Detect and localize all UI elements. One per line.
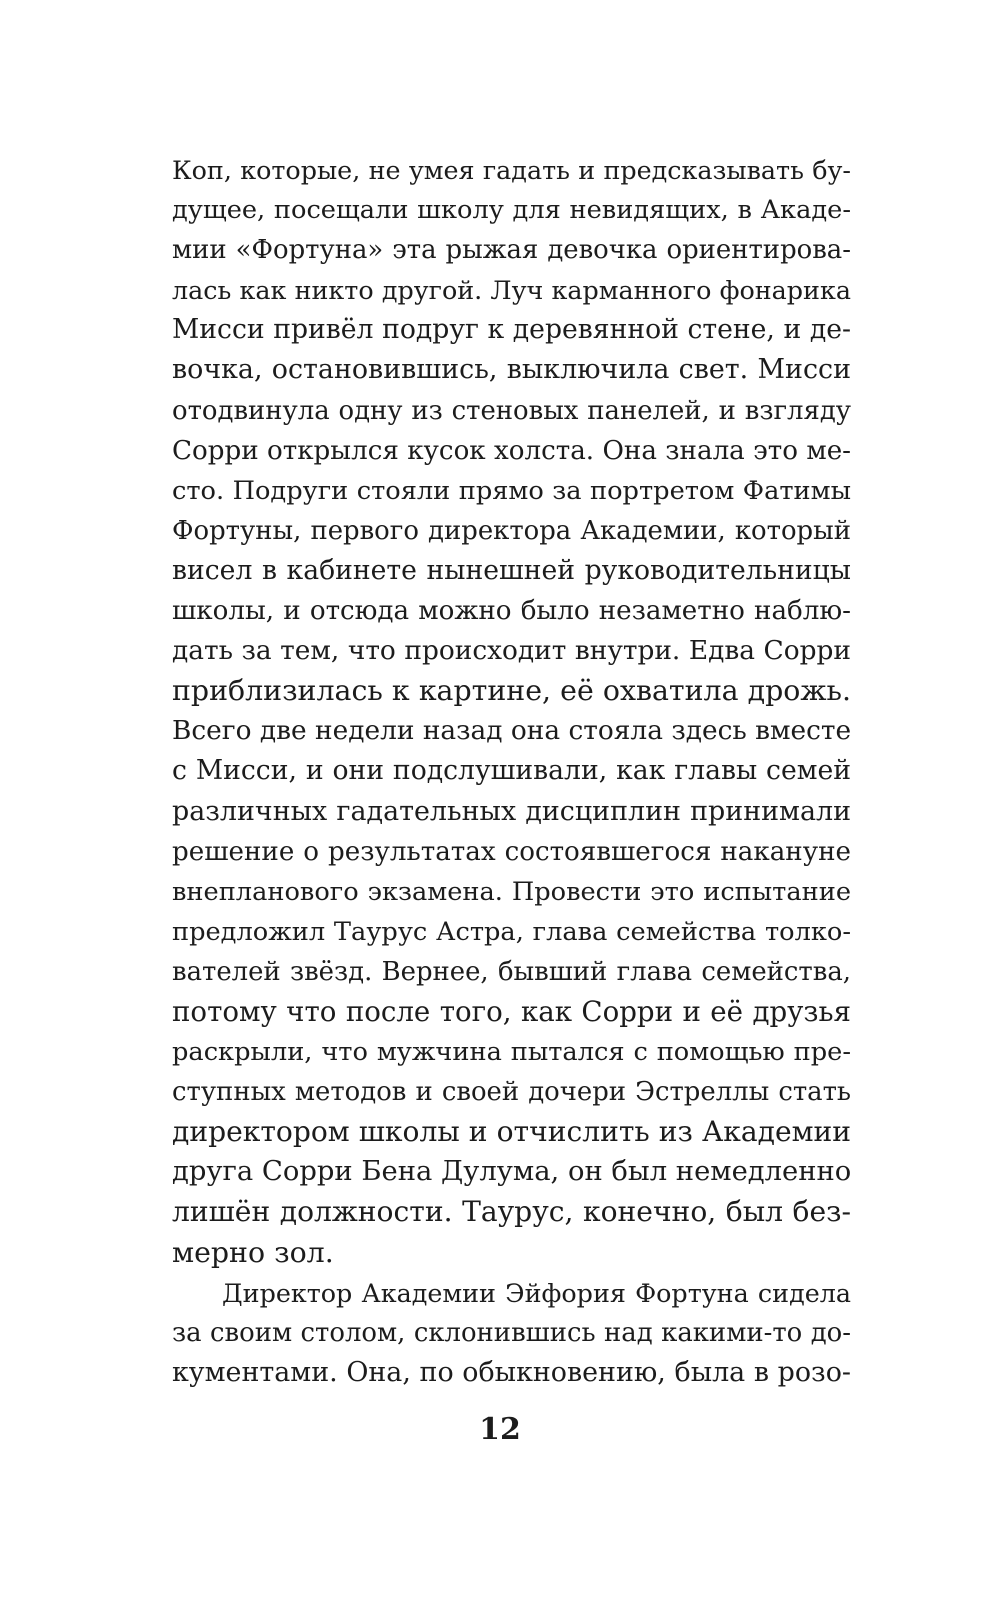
text-line: Директор Академии Эйфория Фортуна сидела <box>222 1277 851 1308</box>
text-line: с Мисси, и они подслушивали, как главы семей <box>172 755 851 787</box>
body-text <box>172 150 851 1393</box>
paragraph-1 <box>172 150 851 1273</box>
text-line: за своим столом, склонившись над какими-то до- <box>172 1317 851 1348</box>
text-line: различных гадательных дисциплин принимали <box>172 795 851 827</box>
text-line: дать за тем, что происходит внутри. Едва Сорри <box>172 635 851 667</box>
text-line: Всего две недели назад она стояла здесь вместе <box>172 715 852 747</box>
text-line: висел в кабинете нынешней руководительницы <box>172 554 851 586</box>
text-line: друга Сорри Бена Дулума, он был немедленно <box>172 1156 852 1188</box>
text-line: мии «Фортуна» эта рыжая девочка ориентирова- <box>172 235 851 266</box>
text-line: лась как никто другой. Луч карманного фонарика <box>172 275 851 306</box>
text-line: школы, и отсюда можно было незаметно наблю- <box>172 596 851 627</box>
text-line: ступных методов и своей дочери Эстреллы стать <box>172 1077 851 1108</box>
text-line: Мисси привёл подруг к деревянной стене, и де- <box>172 314 851 346</box>
paragraph-2 <box>172 1273 851 1393</box>
text-line: потому что после того, как Сорри и её друзья <box>172 994 851 1028</box>
text-line: лишён должности. Таурус, конечно, был без- <box>172 1195 851 1229</box>
text-line: Фортуны, первого директора Академии, который <box>172 515 851 546</box>
text-line: Сорри открылся кусок холста. Она знала это ме- <box>172 435 851 466</box>
text-line: мерно зол. <box>172 1235 334 1269</box>
text-line: вочка, остановившись, выключила свет. Мисси <box>172 354 851 386</box>
text-line: раскрыли, что мужчина пытался с помощью пре- <box>172 1037 851 1068</box>
text-line: предложил Таурус Астра, глава семейства толко- <box>172 916 851 947</box>
text-line: сто. Подруги стояли прямо за портретом Фатимы <box>172 475 851 506</box>
text-line: отодвинула одну из стеновых панелей, и взгляду <box>172 395 851 426</box>
text-line: внепланового экзамена. Провести это испытание <box>172 876 851 907</box>
page-number: 12 <box>479 1412 521 1447</box>
text-line: Коп, которые, не умея гадать и предсказывать бу- <box>172 155 851 185</box>
text-line: решение о результатах состоявшегося накануне <box>172 836 851 867</box>
text-line: кументами. Она, по обыкновению, была в розо- <box>172 1356 851 1388</box>
text-line: директором школы и отчислить из Академии <box>172 1115 851 1149</box>
text-line: вателей звёзд. Вернее, бывший глава семейства, <box>172 956 851 987</box>
text-line: приблизилась к картине, её охватила дрожь. <box>172 674 851 708</box>
text-line: дущее, посещали школу для невидящих, в Акаде- <box>172 195 851 226</box>
